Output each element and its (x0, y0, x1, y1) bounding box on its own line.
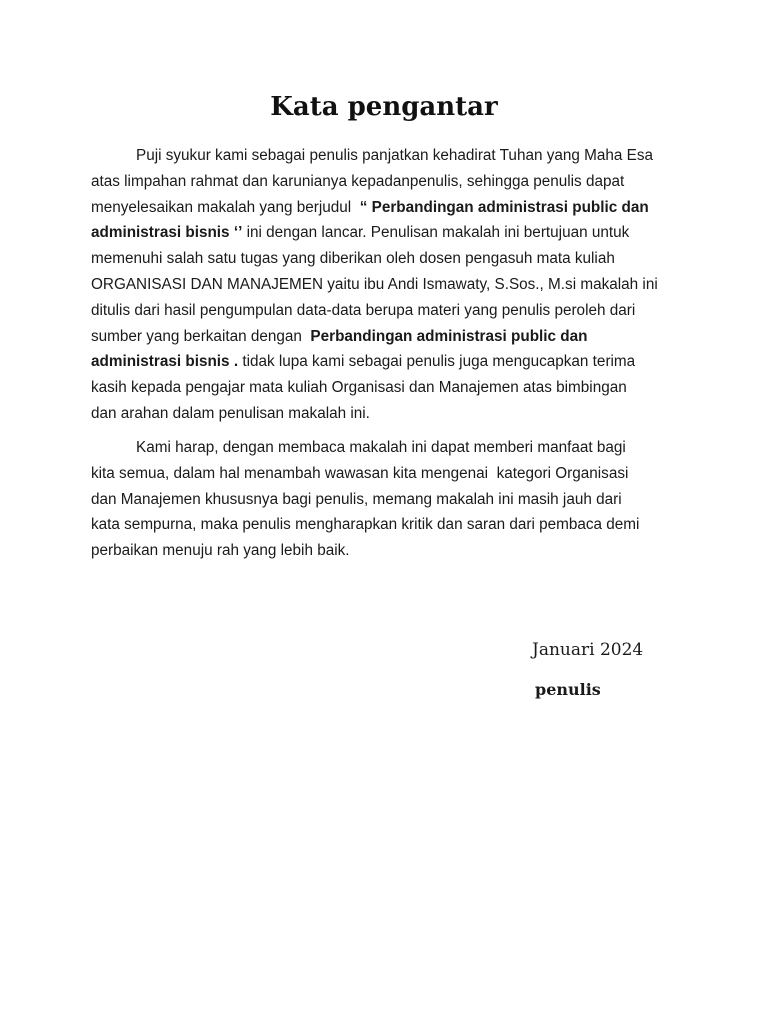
line-text: sumber yang berkaitan dengan (91, 327, 311, 345)
page-title: Kata pengantar (270, 92, 498, 122)
paragraph-line: perbaikan menuju rah yang lebih baik. (91, 542, 350, 560)
paragraph-line: dan Manajemen khususnya bagi penulis, memang makalah ini masih jauh dari (91, 490, 622, 508)
paragraph-line: kata sempurna, maka penulis mengharapkan kritik dan saran dari pembaca demi (91, 516, 640, 534)
line-text: tidak lupa kami sebagai penulis juga mengucapkan terima (238, 353, 636, 371)
paragraph-line: dan arahan dalam penulisan makalah ini. (91, 404, 370, 422)
bold-title-reference: administrasi bisnis . (91, 353, 239, 371)
paragraph-line: ORGANISASI DAN MANAJEMEN yaitu ibu Andi Ismawaty, S.Sos., M.si makalah ini (91, 275, 658, 293)
paragraph-line: ditulis dari hasil pengumpulan data-data berupa materi yang penulis peroleh dari (91, 301, 636, 319)
paragraph-line (91, 220, 679, 246)
paragraph-line: atas limpahan rahmat dan karunianya kepadanpenulis, sehingga penulis dapat (91, 172, 625, 190)
signer-name: penulis (535, 680, 601, 699)
paragraph-line: kasih kepada pengajar mata kuliah Organisasi dan Manajemen atas bimbingan (91, 379, 627, 397)
paragraph-line (91, 324, 679, 350)
line-text: menyelesaikan makalah yang berjudul (91, 198, 360, 216)
paragraph-line: kita semua, dalam hal menambah wawasan kita mengenai kategori Organisasi (91, 464, 629, 482)
paragraph-1 (91, 143, 679, 427)
paragraph-line: Kami harap, dengan membaca makalah ini dapat memberi manfaat bagi (136, 439, 626, 456)
paragraph-2 (91, 435, 679, 564)
paragraph-line (91, 195, 679, 221)
document-date: Januari 2024 (532, 640, 644, 660)
bold-title-reference: “ Perbandingan administrasi public dan (359, 198, 649, 216)
bold-title-reference: Perbandingan administrasi public dan (310, 327, 588, 345)
line-text: ini dengan lancar. Penulisan makalah ini bertujuan untuk (242, 224, 630, 242)
paragraph-line: Puji syukur kami sebagai penulis panjatkan kehadirat Tuhan yang Maha Esa (136, 147, 654, 164)
bold-title-reference: administrasi bisnis ‘’ (91, 224, 243, 242)
paragraph-line: memenuhi salah satu tugas yang diberikan oleh dosen pengasuh mata kuliah (91, 250, 615, 268)
paragraph-line (91, 349, 679, 375)
